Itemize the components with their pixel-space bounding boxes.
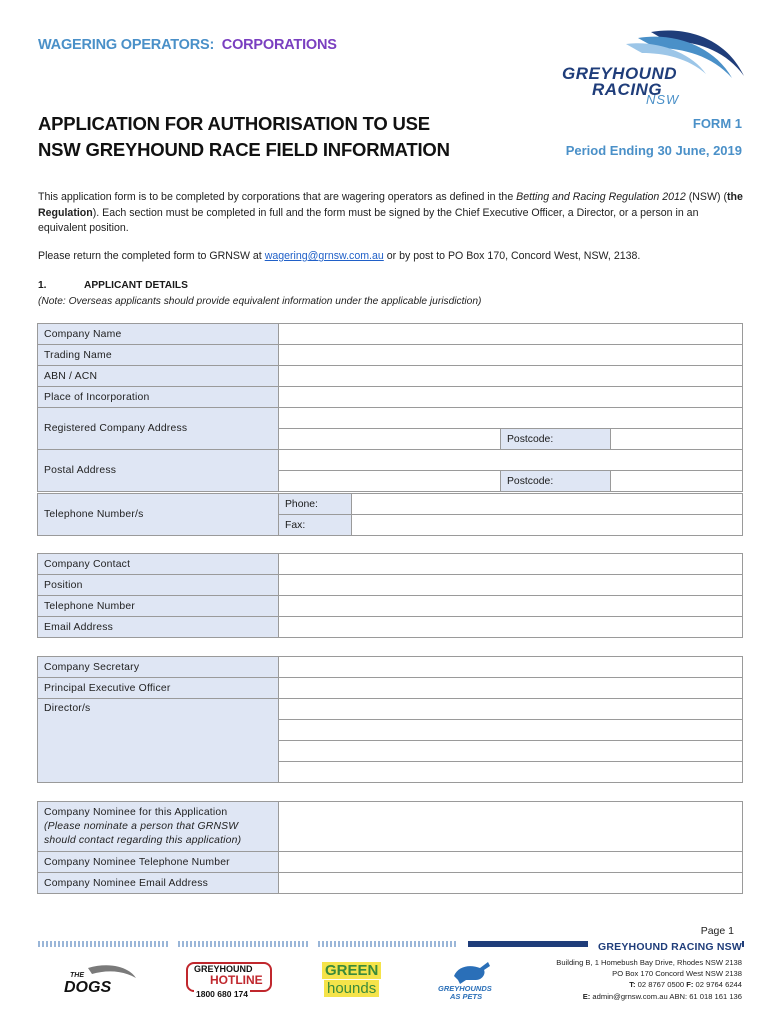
return-text-b: or by post to PO Box 170, Concord West, NSW, 2138. [383,250,641,262]
telephone-numbers-label: Telephone Number/s [38,494,279,536]
form-number: FORM 1 [692,116,742,131]
form-category [38,37,337,53]
nominee-telephone-field[interactable] [279,852,743,873]
footer-abn: ABN: 61 018 161 136 [669,991,742,1001]
company-name-field[interactable] [279,324,743,345]
company-secretary-label: Company Secretary [38,657,279,678]
regulation-short: the Regulation [38,191,743,219]
nominee-email-field[interactable] [279,873,743,894]
contact-email-field[interactable] [279,617,743,638]
phone-prefix: T: [629,980,636,990]
principal-officer-field[interactable] [279,678,743,699]
company-name-label: Company Name [38,324,279,345]
footer-address [556,957,742,1002]
pets-line1: GREYHOUNDS [438,984,492,993]
section-title: APPLICANT DETAILS [84,280,188,291]
director-field-1[interactable] [279,699,743,720]
page-number: Page 1 [700,925,734,937]
form-title [38,111,450,163]
nominee-email-label: Company Nominee Email Address [38,873,279,894]
section-heading [38,280,188,291]
position-field[interactable] [279,575,743,596]
intro-text-a: This application form is to be completed by corporations that are wagering operators as defined in the [38,191,517,203]
dogs-logo-small: THE [70,972,84,979]
intro-text-c: ). Each section must be completed in full and the form must be signed by the Chief Executive Officer, a Director, or a person in an equivalent position. [38,206,699,234]
greyhounds-as-pets-logo [436,958,508,1002]
nominee-field[interactable] [279,802,743,852]
director-field-2[interactable] [279,720,743,741]
registered-address-label: Registered Company Address [38,408,279,450]
registered-postcode-label: Postcode: [501,429,611,450]
the-dogs-logo [58,962,138,1002]
registered-address-field[interactable] [279,408,743,429]
pets-line2: AS PETS [450,992,483,1001]
intro-text-b: (NSW) ( [685,191,727,203]
registered-address-line2-field[interactable] [279,429,501,450]
phone-label: Phone: [279,494,352,515]
contact-table [37,553,743,638]
nominee-label: Company Nominee for this Application [44,806,228,818]
director-field-3[interactable] [279,741,743,762]
section-number: 1. [38,280,47,291]
address-line-3 [556,979,742,990]
return-text-a: Please return the completed form to GRNSW at [38,250,265,262]
contact-email-label: Email Address [38,617,279,638]
principal-officer-label: Principal Executive Officer [38,678,279,699]
return-instructions [38,250,640,262]
place-incorporation-field[interactable] [279,387,743,408]
hotline-line1: GREYHOUND [194,964,253,974]
email-prefix: E: [582,991,591,1001]
hotline-logo [186,962,272,1002]
directors-label: Director/s [38,699,279,783]
logo-line1: GREYHOUND [562,64,678,83]
nominee-table [37,801,743,894]
contact-telephone-field[interactable] [279,596,743,617]
category-prefix: WAGERING OPERATORS: [38,37,215,53]
fax-label: Fax: [279,515,352,536]
hotline-line2: HOTLINE [210,973,263,987]
category-suffix: CORPORATIONS [221,37,337,53]
dogs-logo-text: DOGS [64,979,112,996]
nominee-hint-2: should contact regarding this application) [44,834,242,846]
wagering-email-link[interactable]: wagering@grnsw.com.au [264,250,384,262]
title-line2: NSW GREYHOUND RACE FIELD INFORMATION [38,139,450,160]
applicant-details-table [37,323,743,492]
grnsw-logo [556,26,746,106]
address-line-4 [556,991,742,1002]
address-line-2: PO Box 170 Concord West NSW 2138 [612,969,742,979]
period-ending: Period Ending 30 June, 2019 [565,143,742,158]
logo-line2: RACING [592,80,663,99]
company-contact-label: Company Contact [38,554,279,575]
registered-postcode-field[interactable] [611,429,743,450]
position-label: Position [38,575,279,596]
section-note: (Note: Overseas applicants should provide equivalent information under the applicable jurisdiction) [38,296,482,307]
green-hounds-logo [322,962,386,1002]
hounds-text: hounds [324,980,379,997]
footer-fax: 02 9764 6244 [695,980,742,990]
trading-name-field[interactable] [279,345,743,366]
postal-address-line2-field[interactable] [279,471,501,492]
abn-acn-field[interactable] [279,366,743,387]
fax-field[interactable] [352,515,743,536]
company-secretary-field[interactable] [279,657,743,678]
footer-email: admin@grnsw.com.au [592,991,668,1001]
regulation-name: Betting and Racing Regulation 2012 [516,191,686,203]
director-field-4[interactable] [279,762,743,783]
officers-table [37,656,743,783]
telephone-table [37,493,743,536]
nominee-telephone-label: Company Nominee Telephone Number [38,852,279,873]
postal-address-label: Postal Address [38,450,279,492]
postal-postcode-field[interactable] [611,471,743,492]
abn-acn-label: ABN / ACN [38,366,279,387]
company-contact-field[interactable] [279,554,743,575]
postal-postcode-label: Postcode: [501,471,611,492]
footer-org-name: GREYHOUND RACING NSW [588,941,742,953]
nominee-label-cell [38,802,279,852]
phone-field[interactable] [352,494,743,515]
fax-prefix: F: [686,980,694,990]
hotline-number: 1800 680 174 [196,989,248,999]
intro-paragraph [38,190,748,237]
contact-telephone-label: Telephone Number [38,596,279,617]
nominee-hint-1: (Please nominate a person that GRNSW [44,820,239,832]
footer-phone: 02 8767 0500 [637,980,685,990]
title-line1: APPLICATION FOR AUTHORISATION TO USE [38,113,430,134]
postal-address-field[interactable] [279,450,743,471]
green-text: GREEN [322,962,381,979]
logo-line3: NSW [646,92,680,107]
greyhound-dog-icon [436,958,508,986]
trading-name-label: Trading Name [38,345,279,366]
address-line-1: Building B, 1 Homebush Bay Drive, Rhodes NSW 2138 [556,958,742,967]
place-incorporation-label: Place of Incorporation [38,387,279,408]
